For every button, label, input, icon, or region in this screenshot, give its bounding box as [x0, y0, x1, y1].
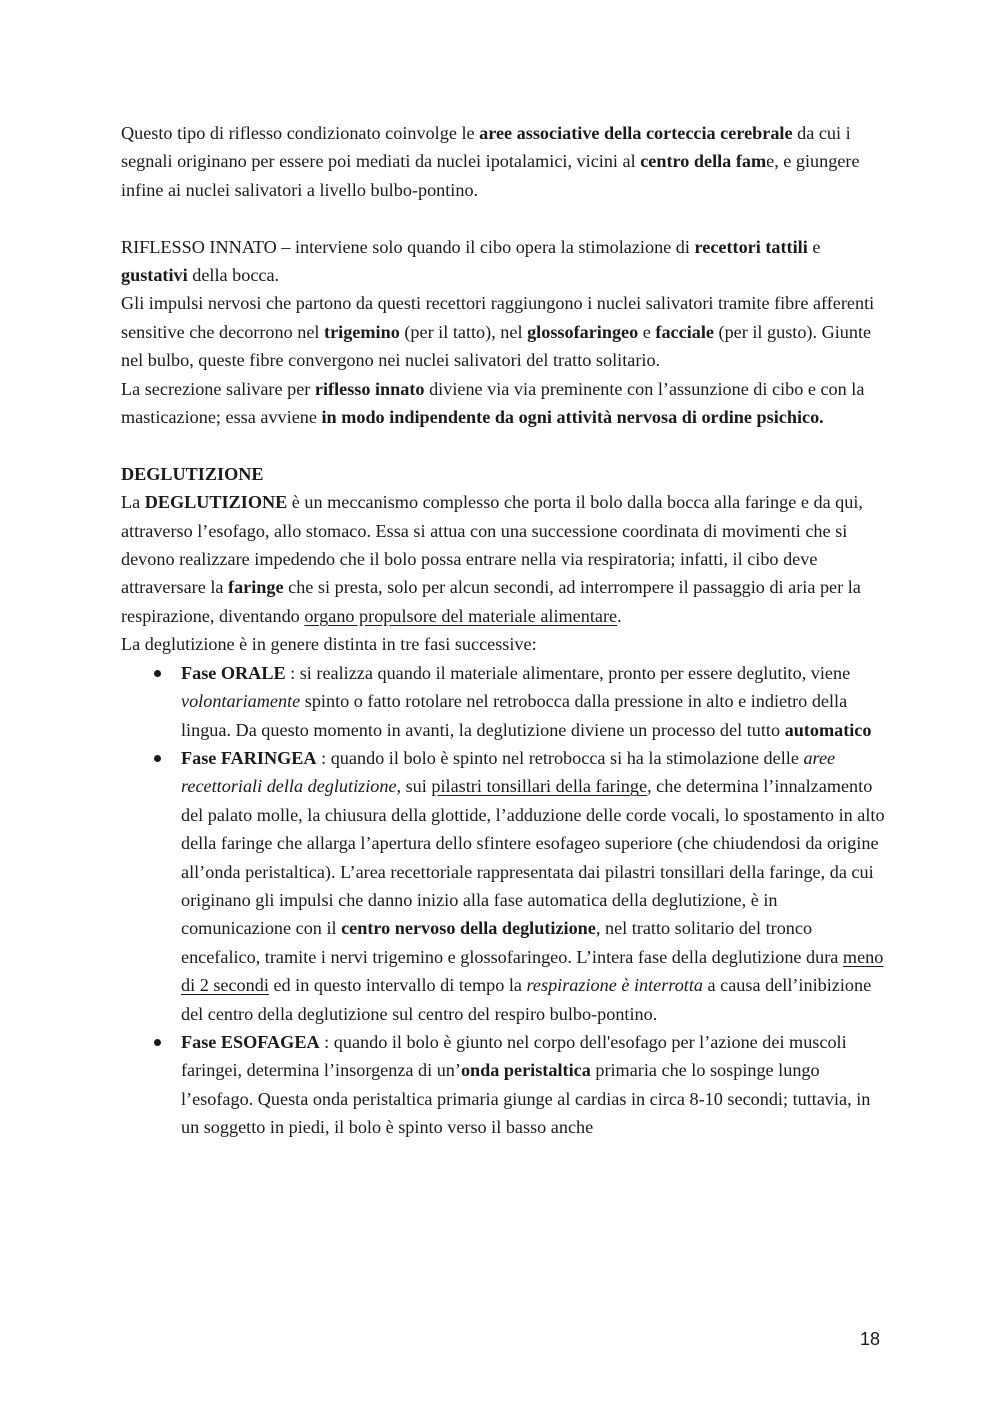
text-segment: (per il gusto). Giunte nel bulbo, queste fibre convergono nei nuclei salivatori del tratto solitario. [121, 321, 872, 371]
text-segment: , nel tratto solitario del tronco encefalico, tramite i nervi trigemino e glossofaringeo. L’intera fase della deglutizione dura [181, 918, 843, 967]
text-segment: ed in questo intervallo di tempo la [268, 975, 527, 996]
heading-text: DEGLUTIZIONE [121, 463, 264, 484]
underlined-term: meno di 2 secondi [181, 946, 884, 996]
paragraph-spacer [121, 431, 891, 459]
paragraph-innate-reflex [121, 233, 891, 290]
bold-term: aree associative della corteccia cerebrale [479, 123, 793, 143]
phase-title: Fase ESOFAGEA [181, 1031, 320, 1052]
bold-term: glossofaringeo [527, 321, 639, 342]
text-segment: RIFLESSO INNATO – interviene solo quando il cibo opera la stimolazione di [121, 236, 695, 257]
bold-term: onda peristaltica [460, 1060, 591, 1081]
bold-term: centro nervoso della deglutizione [341, 918, 596, 939]
list-item-esophageal-phase [121, 1028, 891, 1142]
phases-list [121, 659, 891, 1142]
text-segment: a causa dell’inibizione del centro della deglutizione sul centro del respiro bulbo-pontino. [181, 975, 872, 1024]
text-segment: , che determina l’innalzamento del palato molle, la chiusura della glottide, l’adduzione delle corde vocali, lo spostamento in alto della faringe che allarga l’apertura dello sfintere esofageo superiore (che chiudendosi da origine all’onda peristaltica). L’area recettoriale rappresentata dai pilastri tonsillari della faringe, da cui originano gli impulsi che danno inizio alla fase automatica della deglutizione, è in comunicazione con il [181, 776, 885, 939]
paragraph-spacer [121, 204, 891, 232]
bold-term: trigemino [324, 321, 400, 342]
text-segment: La secrezione salivare per [121, 378, 315, 399]
text-segment: . [617, 605, 622, 626]
bold-term: centro della fam [640, 151, 767, 172]
text-segment: : quando il bolo è spinto nel retrobocca si ha la stimolazione delle [316, 747, 804, 768]
text-segment: e [807, 236, 821, 257]
bold-term: DEGLUTIZIONE [144, 492, 288, 513]
text-segment: Questo tipo di riflesso condizionato coinvolge le [121, 123, 480, 143]
text-segment: diviene via via preminente con l’assunzione di cibo e con la masticazione; essa avviene [121, 378, 865, 428]
bold-term: faringe [228, 577, 284, 598]
bold-term: facciale [655, 321, 714, 342]
text-segment: : quando il bolo è giunto nel corpo dell'esofago per l’azione dei muscoli faringei, determina l’insorgenza di un’ [181, 1031, 847, 1081]
bold-term: in modo indipendente da ogni attività nervosa di ordine psichico. [321, 407, 824, 428]
section-heading [121, 460, 891, 488]
paragraph-phases-intro: La deglutizione è in genere distinta in tre fasi successive: [121, 634, 537, 655]
paragraph-swallowing-intro [121, 488, 891, 630]
italic-term: respirazione è interrotta [526, 975, 703, 996]
text-segment: è un meccanismo complesso che porta il bolo dalla bocca alla faringe e da qui, attraverso l’esofago, allo stomaco. Essa si attua con una successione coordinata di movimenti che si devono realizzare impedendo che il bolo possa entrare nella via respiratoria; infatti, il cibo deve attraversare la [121, 492, 863, 598]
bold-term: riflesso innato [314, 378, 425, 399]
paragraph-conditioned-reflex [121, 119, 891, 204]
underlined-term: organo propulsore del materiale alimentare [304, 605, 618, 626]
italic-term: aree recettoriali della deglutizione [181, 747, 836, 797]
text-segment: e, e giungere infine ai nuclei salivatori a livello bulbo-pontino. [121, 151, 860, 200]
phase-title: Fase FARINGEA [181, 747, 317, 768]
text-segment: (per il tatto), nel [399, 321, 528, 342]
text-segment: : si realizza quando il materiale alimentare, pronto per essere deglutito, viene [285, 662, 851, 683]
bold-term: recettori tattili [694, 236, 808, 257]
bold-term: automatico [784, 719, 872, 740]
bold-term: gustativi [121, 265, 188, 286]
text-segment: da cui i segnali originano per essere poi mediati da nuclei ipotalamici, vicini al [121, 123, 851, 172]
phase-title: Fase ORALE [181, 662, 286, 683]
list-item-oral-phase [121, 659, 891, 744]
paragraph-nerve-impulses [121, 289, 891, 374]
text-segment: Gli impulsi nervosi che partono da questi recettori raggiungono i nuclei salivatori tramite fibre afferenti sensitive che decorrono nel [121, 293, 875, 342]
text-segment: spinto o fatto rotolare nel retrobocca dalla pressione in alto e indietro della lingua. Da questo momento in avanti, la deglutizione diviene un processo del tutto [181, 691, 848, 740]
page-number: 18 [859, 1329, 880, 1349]
italic-term: volontariamente [181, 691, 301, 712]
document-body [121, 119, 891, 1142]
underlined-term: pilastri tonsillari della faringe [431, 776, 648, 797]
paragraph-salivary-secretion [121, 375, 891, 432]
text-segment: della bocca. [187, 265, 280, 286]
list-item-pharyngeal-phase [121, 744, 891, 1028]
text-segment: La [121, 492, 145, 513]
text-segment: , sui [396, 776, 432, 797]
text-segment: primaria che lo sospinge lungo l’esofago. Questa onda peristaltica primaria giunge al cardias in circa 8-10 secondi; tuttavia, in un soggetto in piedi, il bolo è spinto verso il basso anche [181, 1060, 871, 1138]
text-segment: e [638, 321, 656, 342]
text-segment: che si presta, solo per alcun secondi, ad interrompere il passaggio di aria per la respirazione, diventando [121, 577, 861, 626]
